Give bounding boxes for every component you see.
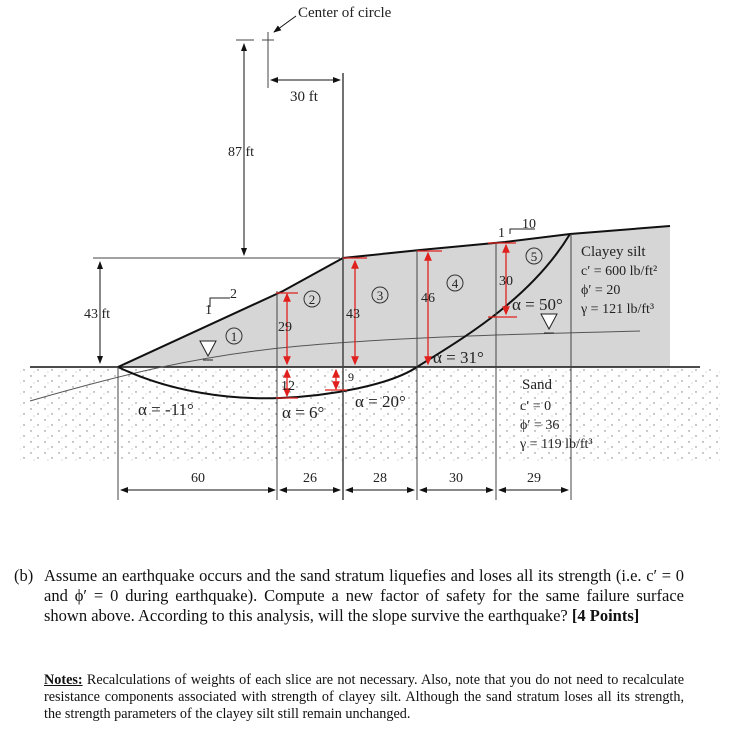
svg-text:γ = 121 lb/ft³: γ = 121 lb/ft³ <box>581 302 655 317</box>
svg-text:ϕ′ = 36: ϕ′ = 36 <box>520 418 560 433</box>
width-slice-5: 29 <box>527 471 541 486</box>
question-label: (b) <box>14 566 34 585</box>
top-ratio-10: 10 <box>522 217 536 232</box>
svg-text:Clayey silt: Clayey silt <box>581 244 646 260</box>
alpha-slice-1: α = -11° <box>138 400 194 419</box>
slope-ratio-1: 1 <box>205 303 212 318</box>
question-points: [4 Points] <box>571 606 640 625</box>
slope-ratio-2: 2 <box>230 287 237 302</box>
notes <box>44 672 684 723</box>
top-ratio-1: 1 <box>498 226 505 241</box>
notes-label: Notes: <box>44 672 83 688</box>
slice-5-label: 5 <box>530 249 538 264</box>
sand-stratum <box>20 367 720 462</box>
svg-text:γ = 119 lb/ft³: γ = 119 lb/ft³ <box>520 437 593 452</box>
width-slice-4: 30 <box>449 471 463 486</box>
svg-text:Sand: Sand <box>522 377 552 393</box>
svg-text:c′ = 600 lb/ft²: c′ = 600 lb/ft² <box>581 264 658 279</box>
height-30: 30 <box>499 274 513 289</box>
dim-43ft: 43 ft <box>84 307 111 322</box>
width-slice-3: 28 <box>373 471 387 486</box>
height-29: 29 <box>278 320 292 335</box>
slice-2-label: 2 <box>308 292 316 307</box>
slice-3-label: 3 <box>376 288 384 303</box>
width-slice-1: 60 <box>191 471 205 486</box>
alpha-slice-2: α = 6° <box>282 403 325 422</box>
alpha-slice-5: α = 50° <box>512 295 563 314</box>
svg-text:c′ = 0: c′ = 0 <box>520 399 552 414</box>
height-9: 9 <box>348 370 354 384</box>
center-label: Center of circle <box>298 5 392 21</box>
dim-87ft: 87 ft <box>228 145 255 160</box>
dim-30ft: 30 ft <box>290 89 318 105</box>
slice-4-label: 4 <box>451 276 459 291</box>
alpha-slice-3: α = 20° <box>355 392 406 411</box>
height-12: 12 <box>281 379 295 394</box>
height-43: 43 <box>346 307 360 322</box>
question-b <box>14 566 684 626</box>
notes-text: Recalculations of weights of each slice are not necessary. Also, note that you do not need to recalculate resistance components associated with strength of clayey silt. Although the sand stratum loses all its strength, the strength parameters of the clayey silt still remain unchanged. <box>44 672 684 722</box>
svg-text:ϕ′ = 20: ϕ′ = 20 <box>581 283 621 298</box>
alpha-slice-4: α = 31° <box>433 348 484 367</box>
height-46: 46 <box>421 291 435 306</box>
width-slice-2: 26 <box>303 471 317 486</box>
slice-1-label: 1 <box>230 329 238 344</box>
question-text: Assume an earthquake occurs and the sand stratum liquefies and loses all its strength (i.e. c′ = 0 and ϕ′ = 0 during earthquake). Compute a new factor of safety for the same failure surface shown above. According to this analysis, will the slope survive the earthquake? <box>44 566 684 625</box>
